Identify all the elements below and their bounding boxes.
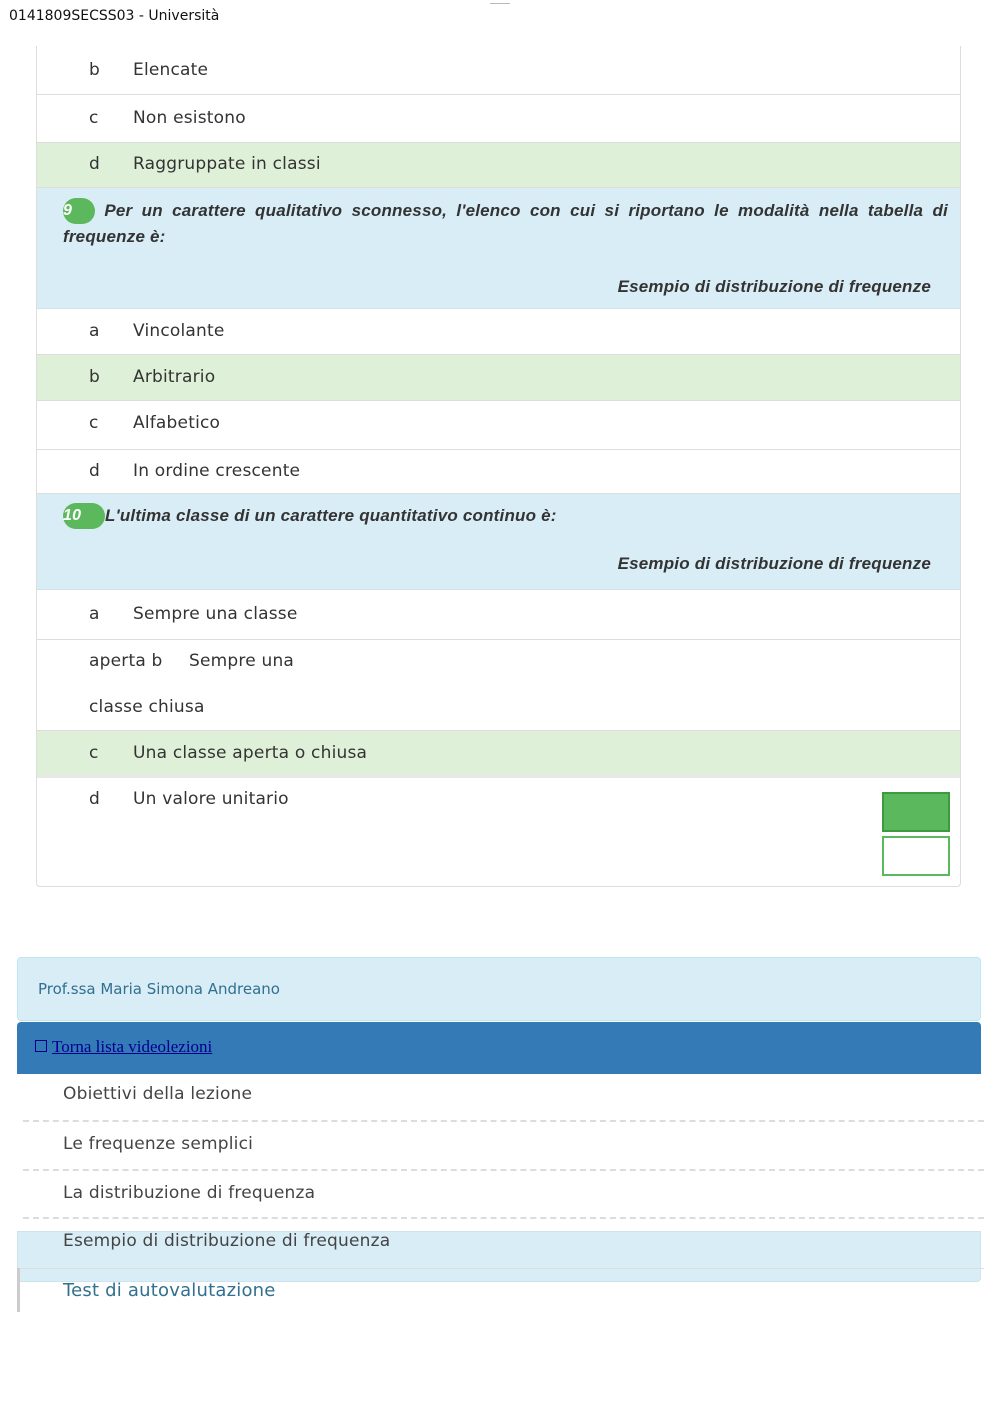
institution-name: Università: [148, 8, 220, 24]
nav-item-label: Esempio di distribuzione di frequenza: [63, 1231, 391, 1251]
back-link-label: Torna lista videolezioni: [52, 1037, 213, 1056]
nav-divider: [20, 1268, 984, 1269]
checkbox-icon: [35, 1040, 47, 1052]
answer-text: Vincolante: [133, 321, 225, 341]
wrapped-text: aperta b: [89, 651, 163, 671]
answer-row-correct[interactable]: [37, 143, 961, 188]
answer-row[interactable]: [37, 779, 961, 887]
question-9: [37, 188, 961, 309]
answer-row-wrapped[interactable]: [37, 640, 961, 731]
answer-text: Raggruppate in classi: [133, 154, 321, 174]
course-code: 0141809SECSS03: [9, 8, 135, 24]
answer-letter: d: [89, 461, 100, 481]
answer-text: Un valore unitario: [133, 789, 289, 809]
answer-letter: c: [89, 743, 99, 763]
nav-item-esempio[interactable]: [23, 1222, 984, 1264]
answer-letter: b: [89, 367, 100, 387]
nav-item-label: Le frequenze semplici: [63, 1134, 254, 1154]
answer-row[interactable]: [37, 401, 961, 450]
back-bar: [17, 1022, 981, 1074]
question-number-badge: 10: [63, 503, 105, 529]
document-header: [9, 8, 219, 24]
question-source: Esempio di distribuzione di frequenze: [617, 554, 931, 573]
answer-letter: d: [89, 789, 100, 809]
answer-letter: d: [89, 154, 100, 174]
answer-text: Sempre una classe: [133, 604, 298, 624]
header-separator: -: [138, 8, 144, 24]
answer-letter: a: [89, 321, 100, 341]
wrapped-text: Sempre una: [189, 651, 295, 671]
nav-item-label: Obiettivi della lezione: [63, 1084, 253, 1104]
question-text: [63, 503, 948, 529]
author-name: Prof.ssa Maria Simona Andreano: [38, 980, 280, 998]
answer-row[interactable]: [37, 590, 961, 640]
nav-item-test[interactable]: [23, 1270, 984, 1312]
answer-text: Non esistono: [133, 108, 246, 128]
answer-row[interactable]: [37, 450, 961, 494]
answer-text: Alfabetico: [133, 413, 221, 433]
nav-item-obiettivi[interactable]: [23, 1074, 984, 1122]
author-panel: [17, 957, 981, 1021]
nav-item-frequenze-semplici[interactable]: [23, 1122, 984, 1171]
question-prompt: Per un carattere qualitativo sconnesso, l'elenco con cui si riportano le modalità nella tabella di frequenze è:: [63, 201, 948, 246]
question-10: [37, 494, 961, 590]
answer-row[interactable]: [37, 46, 961, 95]
wrapped-text: classe chiusa: [89, 697, 205, 717]
nav-item-label: Test di autovalutazione: [63, 1280, 276, 1301]
answer-text: In ordine crescente: [133, 461, 301, 481]
question-text: [63, 198, 948, 249]
answer-text: Elencate: [133, 60, 209, 80]
question-prompt: L'ultima classe di un carattere quantitativo continuo è:: [105, 506, 557, 525]
nav-item-label: La distribuzione di frequenza: [63, 1183, 316, 1203]
answer-row[interactable]: [37, 95, 961, 143]
reset-button[interactable]: [882, 836, 950, 876]
submit-button[interactable]: [882, 792, 950, 832]
answer-letter: c: [89, 413, 99, 433]
answer-row[interactable]: [37, 309, 961, 355]
quiz-panel: [36, 46, 961, 887]
nav-current-indicator: [17, 1268, 20, 1312]
answer-row-correct[interactable]: [37, 355, 961, 401]
back-to-lessons-link[interactable]: [35, 1037, 212, 1057]
top-mark: [490, 0, 510, 4]
answer-row-correct[interactable]: [37, 731, 961, 778]
answer-text: Una classe aperta o chiusa: [133, 743, 368, 763]
answer-text: Arbitrario: [133, 367, 216, 387]
answer-letter: c: [89, 108, 99, 128]
answer-letter: a: [89, 604, 100, 624]
question-number-badge: 9: [63, 198, 95, 224]
question-source: Esempio di distribuzione di frequenze: [617, 277, 931, 296]
nav-item-distribuzione[interactable]: [23, 1171, 984, 1219]
answer-letter: b: [89, 60, 100, 80]
